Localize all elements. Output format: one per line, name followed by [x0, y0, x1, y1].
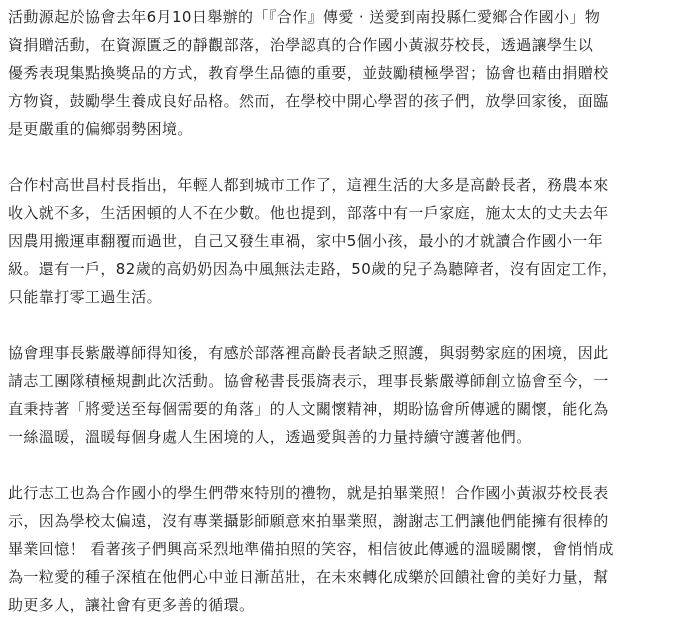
text-line: 活動源起於協會去年6月10日舉辦的「『合作』傳愛 ‧ 送愛到南投縣仁愛鄉合作國小」物: [8, 8, 601, 26]
text-line: 助更多人，讓社會有更多善的循環。: [8, 596, 255, 614]
text-line: 級。還有一戶，82歲的高奶奶因為中風無法走路，50歲的兒子為聽障者，沒有固定工作，: [8, 260, 618, 278]
text-line: 協會理事長紫嚴導師得知後，有感於部落裡高齡長者缺乏照護，與弱勢家庭的困境，因此: [8, 344, 609, 362]
text-line: 是更嚴重的偏鄉弱勢困境。: [8, 120, 193, 138]
paragraph-village-chief: [8, 171, 686, 311]
paragraph-event-origin: [8, 3, 686, 143]
text-line: 為一粒愛的種子深植在他們心中並日漸茁壯，在未來轉化成樂於回饋社會的美好力量，幫: [8, 568, 609, 586]
text-line: 方物資，鼓勵學生養成良好品格。然而，在學校中開心學習的孩子們，放學回家後，面臨: [8, 92, 609, 110]
text-line: 只能靠打零工過生活。: [8, 288, 163, 306]
text-line: 一絲溫暖，溫暖每個身處人生困境的人，透過愛與善的力量持續守護著他們。: [8, 428, 532, 446]
text-line: 優秀表現集點換獎品的方式，教育學生品德的重要，並鼓勵積極學習；協會也藉由捐贈校: [8, 64, 609, 82]
text-line: 示，因為學校太偏遠，沒有專業攝影師願意來拍畢業照，謝謝志工們讓他們能擁有很棒的: [8, 512, 609, 530]
text-line: 因農用搬運車翻覆而過世，自己又發生車禍，家中5個小孩，最小的才就讀合作國小一年: [8, 232, 604, 250]
text-line: 畢業回憶！ 看著孩子們興高采烈地準備拍照的笑容，相信彼此傳遞的溫暖關懷，會悄悄成: [8, 540, 614, 558]
paragraph-association-chair: [8, 339, 686, 451]
text-line: 此行志工也為合作國小的學生們帶來特別的禮物，就是拍畢業照！合作國小黃淑芬校長表: [8, 484, 609, 502]
text-line: 收入就不多，生活困頓的人不在少數。他也提到，部落中有一戶家庭，施太太的丈夫去年: [8, 204, 609, 222]
paragraph-graduation-photos: [8, 479, 686, 619]
text-line: 直秉持著「將愛送至每個需要的角落」的人文關懷精神，期盼協會所傳遞的關懷，能化為: [8, 400, 609, 418]
text-line: 資捐贈活動，在資源匱乏的靜觀部落，治學認真的合作國小黃淑芬校長，透過讓學生以: [8, 36, 594, 54]
text-line: 合作村高世昌村長指出，年輕人都到城市工作了，這裡生活的大多是高齡長者，務農本來: [8, 176, 609, 194]
text-line: 請志工團隊積極規劃此次活動。協會秘書長張旖表示，理事長紫嚴導師創立協會至今，一: [8, 372, 609, 390]
